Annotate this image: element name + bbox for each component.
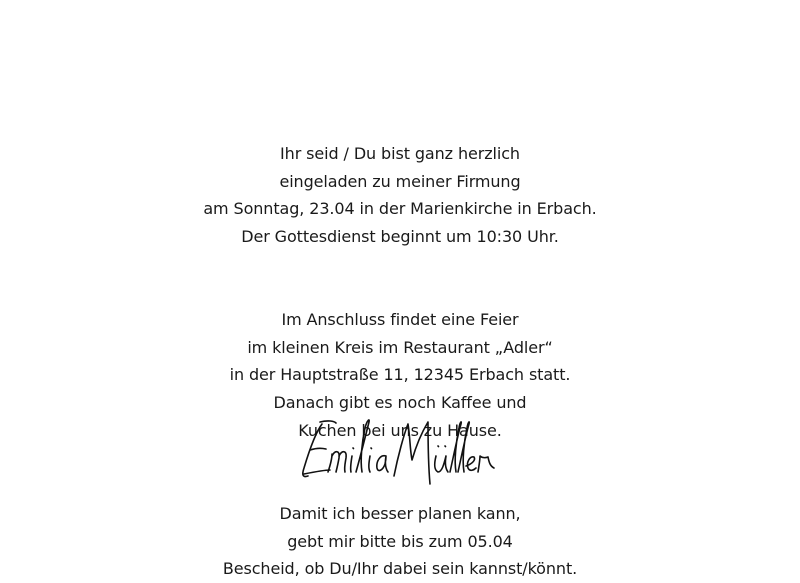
text-line: Danach gibt es noch Kaffee und xyxy=(273,393,527,413)
text-line: Der Gottesdienst beginnt um 10:30 Uhr. xyxy=(241,227,559,247)
invitation-paragraph-1 xyxy=(0,140,800,251)
text-line: Bescheid, ob Du/Ihr dabei sein kannst/könnt. xyxy=(222,559,578,579)
text-line: Ihr seid / Du bist ganz herzlich xyxy=(280,144,520,163)
text-line: in der Hauptstraße 11, 12345 Erbach statt. xyxy=(229,365,571,385)
text-line: Kuchen bei uns zu Hause. xyxy=(298,420,502,440)
text-line: im kleinen Kreis im Restaurant „Adler“ xyxy=(247,337,553,357)
text-line: Im Anschluss findet eine Feier xyxy=(281,310,519,329)
text-line: Damit ich besser planen kann, xyxy=(279,504,521,523)
invitation-paragraph-3 xyxy=(0,500,800,583)
invitation-paragraph-2 xyxy=(0,306,800,444)
text-line: eingeladen zu meiner Firmung xyxy=(279,171,521,191)
text-line: am Sonntag, 23.04 in der Marienkirche in Erbach. xyxy=(203,199,597,219)
text-line: gebt mir bitte bis zum 05.04 xyxy=(287,531,513,551)
